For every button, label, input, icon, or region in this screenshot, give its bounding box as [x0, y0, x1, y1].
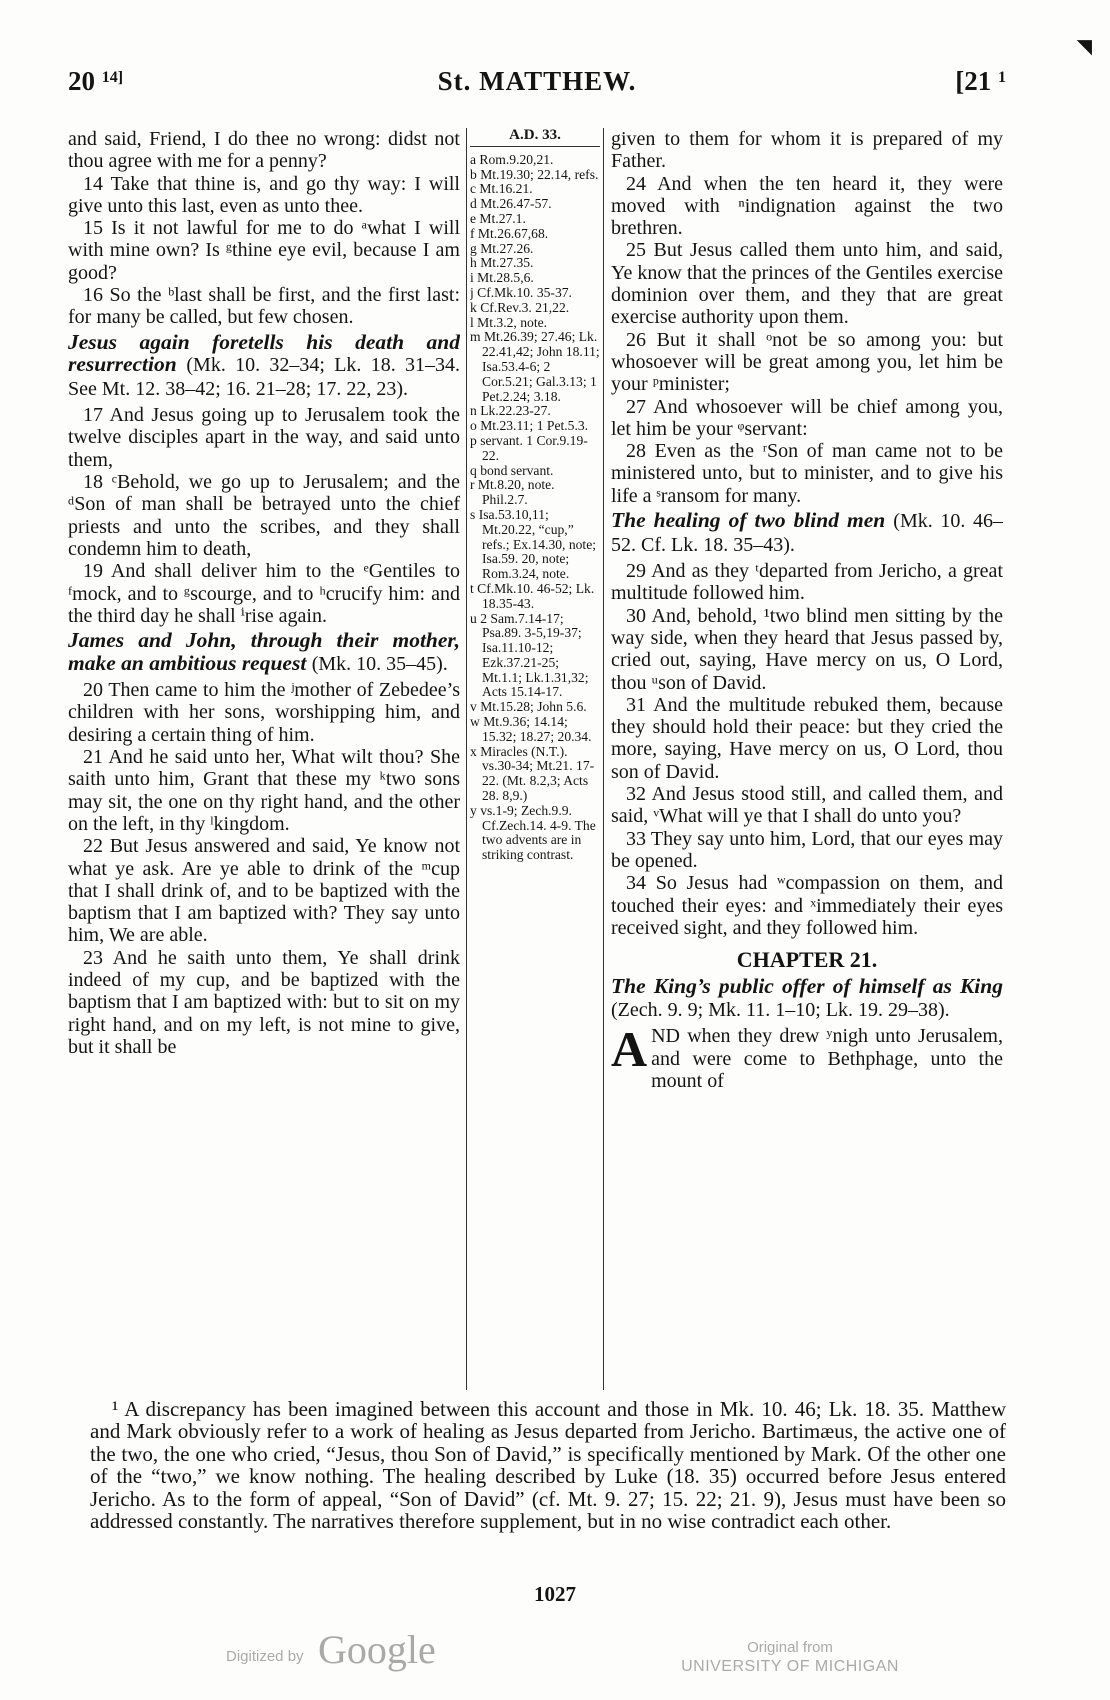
- heading-references: (Mk. 10. 46–52. Cf. Lk. 18. 35–43).: [611, 510, 1003, 556]
- book-title: St. MATTHEW.: [437, 66, 637, 96]
- right-verse: 30 And, behold, ¹two blind men sitting by the way side, when they heard that Jesus passed by, cried out, saying, Have mercy on us, O Lord, thou ᵘson of David.: [611, 604, 1003, 694]
- margin-reference: j Cf.Mk.10. 35-37.: [470, 284, 572, 300]
- original-from-block: [670, 1638, 910, 1676]
- right-verse: 26 But it shall ᵒnot be so among you: but whosoever will be great among you, let him be your ᵖminister;: [611, 328, 1003, 396]
- margin-reference: n Lk.22.23-27.: [470, 403, 551, 419]
- heading-references: (Mk. 10. 35–45).: [311, 652, 448, 675]
- header-chapter: [21: [955, 66, 992, 96]
- margin-reference: w Mt.9.36; 14.14; 15.32; 18.27; 20.34.: [470, 714, 592, 744]
- margin-reference: m Mt.26.39; 27.46; Lk. 22.41,42; John 18.11; Isa.53.4-6; 2 Cor.5.21; Gal.3.13; 1 Pet.2.24; 3.18.: [470, 329, 600, 404]
- margin-reference: a Rom.9.20,21.: [470, 151, 554, 167]
- margin-reference: t Cf.Mk.10. 46-52; Lk. 18.35-43.: [470, 580, 595, 611]
- margin-reference: c Mt.16.21.: [470, 181, 533, 197]
- column-divider-right: [603, 128, 604, 1390]
- margin-reference: u 2 Sam.7.14-17; Psa.89. 3-5,19-37; Isa.11.10-12; Ezk.37.21-25; Mt.1.1; Lk.1.31,32; Acts 15.14-17.: [470, 610, 589, 700]
- left-verse: 23 And he saith unto them, Ye shall drink indeed of my cup, and be baptized with the baptism that I am baptized with: but to sit on my right hand, and on my left, is not mine to give, but it shall be: [68, 946, 460, 1058]
- left-verse: 19 And shall deliver him to the ᵉGentiles to ᶠmock, and to ᵍscourge, and to ʰcrucify him: and the third day he shall ⁱrise again.: [68, 560, 460, 627]
- heading-title: James and John, through their mother, make an ambitious request: [68, 628, 460, 675]
- header-verse-right: 1: [998, 69, 1006, 86]
- margin-reference: y vs.1-9; Zech.9.9. Cf.Zech.14. 4-9. The two advents are in striking contrast.: [470, 802, 596, 863]
- text-column-left: [68, 128, 460, 1388]
- page-number: 1027: [534, 1582, 576, 1606]
- heading-references: (Mk. 10. 32–34; Lk. 18. 31–34. See Mt. 12. 38–42; 16. 21–28; 17. 22, 23).: [68, 354, 460, 400]
- margin-reference: k Cf.Rev.3. 21,22.: [470, 299, 570, 315]
- chapter-heading: CHAPTER 21.: [736, 947, 878, 973]
- left-verse: 20 Then came to him the ʲmother of Zebedee’s children with her sons, worshipping him, and desiring a certain thing of him.: [68, 679, 460, 746]
- margin-reference: v Mt.15.28; John 5.6.: [470, 699, 587, 715]
- left-verse: 21 And he said unto her, What wilt thou? She saith unto him, Grant that these my ᵏtwo sons may sit, the one on thy right hand, and the other on the left, in thy ˡkingdom.: [68, 746, 460, 835]
- header-verse-start: 14]: [101, 69, 124, 86]
- page-header: [68, 66, 1006, 100]
- university-label: UNIVERSITY OF MICHIGAN: [681, 1658, 899, 1675]
- left-verse: and said, Friend, I do thee no wrong: didst not thou agree with me for a penny?: [68, 128, 460, 173]
- right-verse: 28 Even as the ʳSon of man came not to be ministered unto, but to minister, and to give his life a ˢransom for many.: [611, 440, 1003, 507]
- right-verse: 27 And whosoever will be chief among you, let him be your ᵠservant:: [611, 395, 1003, 440]
- right-verse: 32 And Jesus stood still, and called them, and said, ᵛWhat will ye that I shall do unto you?: [611, 783, 1003, 828]
- left-verse: 18 ᶜBehold, we go up to Jerusalem; and the ᵈSon of man shall be betrayed unto the chief priests and unto the scribes, and they shall condemn him to death,: [68, 471, 460, 560]
- left-verse: 15 Is it not lawful for me to do ᵃwhat I will with mine own? Is ᵍthine eye evil, because I am good?: [68, 217, 460, 284]
- page-number-left: 20: [68, 66, 95, 96]
- margin-reference: g Mt.27.26.: [470, 240, 534, 256]
- margin-reference: o Mt.23.11; 1 Pet.5.3.: [470, 418, 589, 434]
- text-column-right: [611, 128, 1003, 1388]
- heading-title: Jesus again foretells his death and resurrection: [68, 329, 460, 377]
- margin-reference: x Miracles (N.T.). vs.30-34; Mt.21. 17-22. (Mt. 8.2,3; Acts 28. 8,9.): [470, 743, 595, 804]
- left-section-heading: [68, 331, 460, 401]
- margin-reference: q bond servant.: [470, 462, 554, 478]
- margin-reference: i Mt.28.5,6.: [470, 270, 534, 286]
- heading-title: The King’s public offer of himself as King: [611, 974, 1003, 999]
- column-divider-left: [466, 128, 467, 1390]
- footnote: [90, 1398, 1006, 1574]
- drop-cap: A: [611, 1021, 648, 1078]
- original-from-label: Original from: [747, 1639, 833, 1656]
- right-verse-opening: [611, 1021, 1003, 1092]
- margin-reference: l Mt.3.2, note.: [470, 314, 548, 330]
- right-verse: 24 And when the ten heard it, they were moved with ⁿindignation against the two brethren.: [611, 172, 1003, 240]
- margin-references-column: [470, 128, 600, 1390]
- margin-reference: b Mt.19.30; 22.14, refs.: [470, 166, 599, 182]
- heading-title: The healing of two blind men: [611, 508, 886, 533]
- left-verse: 17 And Jesus going up to Jerusalem took the twelve disciples apart in the way, and said unto them,: [68, 404, 460, 471]
- margin-reference: f Mt.26.67,68.: [470, 225, 549, 241]
- right-verse: given to them for whom it is prepared of my Father.: [611, 128, 1003, 173]
- margin-reference: p servant. 1 Cor.9.19-22.: [470, 432, 588, 463]
- right-verse: 29 And as they ᵗdeparted from Jericho, a great multitude followed him.: [611, 560, 1003, 605]
- google-logo: Google: [318, 1627, 436, 1672]
- header-right: [955, 66, 1006, 97]
- margin-reference: d Mt.26.47-57.: [470, 196, 552, 212]
- left-verse: 22 But Jesus answered and said, Ye know not what ye ask. Are ye able to drink of the ᵐcup that I shall drink of, and to be baptized with the baptism that I am baptized with? They say unto him, We are able.: [68, 835, 460, 947]
- margin-reference: r Mt.8.20, note. Phil.2.7.: [470, 477, 555, 508]
- right-verse: 25 But Jesus called them unto him, and said, Ye know that the princes of the Gentiles exercise dominion over them, and they that are great exercise authority upon them.: [611, 239, 1003, 329]
- margin-reference: e Mt.27.1.: [470, 210, 526, 226]
- left-section-heading: [68, 629, 460, 675]
- margin-date: A.D. 33.: [470, 128, 600, 147]
- verse-text: ND when they drew ʸnigh unto Jerusalem, and were come to Bethphage, unto the mount of: [651, 1025, 1003, 1092]
- margin-reference: s Isa.53.10,11; Mt.20.22, “cup,” refs.; Ex.14.30, note; Isa.59. 20, note; Rom.3.24, note.: [470, 506, 597, 582]
- left-verse: 16 So the ᵇlast shall be first, and the first last: for many be called, but few chosen.: [68, 284, 460, 329]
- right-section-heading: [611, 975, 1003, 1021]
- footnote-text: ¹ A discrepancy has been imagined between this account and those in Mk. 10. 46; Lk. 18. 35. Matthew and Mark obviously refer to a work of healing as Jesus departed from Jericho. Bartimæus, the active one of the two, the one who cried, “Jesus, thou Son of David,” is specifically mentioned by Mark. Of the other one of the “two,” we know nothing. The healing described by Luke (18. 35) occurred before Jesus entered Jericho. As to the form of appeal, “Son of David” (cf. Mt. 9. 27; 15. 22; 21. 9), Jesus must have been so addressed constantly. The narratives therefore supplement, but in no wise contradict each other.: [90, 1398, 1006, 1534]
- margin-reference: h Mt.27.35.: [470, 255, 534, 271]
- right-verse: 33 They say unto him, Lord, that our eyes may be opened.: [611, 827, 1003, 872]
- heading-references: (Zech. 9. 9; Mk. 11. 1–10; Lk. 19. 29–38).: [611, 998, 950, 1021]
- right-verse: 34 So Jesus had ʷcompassion on them, and touched their eyes: and ˣimmediately their eyes received sight, and they followed him.: [611, 872, 1003, 939]
- digitized-by-label: Digitized by: [226, 1648, 304, 1665]
- right-verse: 31 And the multitude rebuked them, because they should hold their peace: but they cried the more, saying, Have mercy on us, O Lord, thou son of David.: [611, 693, 1003, 783]
- left-verse: 14 Take that thine is, and go thy way: I will give unto this last, even as unto thee.: [68, 172, 460, 217]
- corner-mark: ◥: [1076, 36, 1092, 58]
- right-section-heading: [611, 509, 1003, 556]
